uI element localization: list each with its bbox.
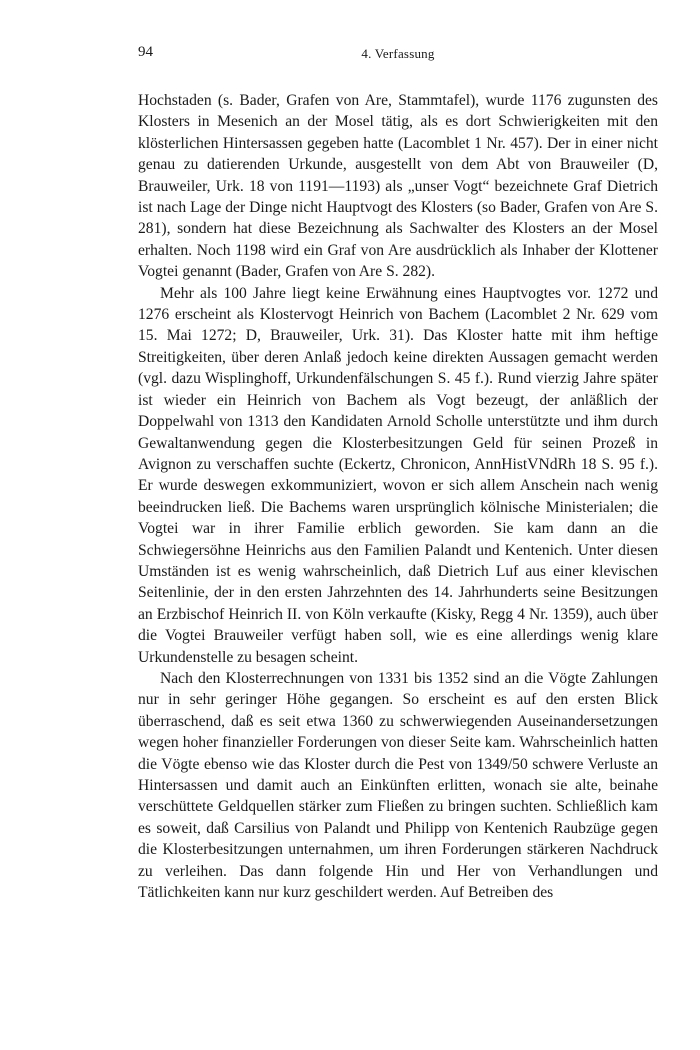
paragraph-1: Hochstaden (s. Bader, Grafen von Are, Stammtafel), wurde 1176 zugunsten des Klosters in Mesenich an der Mosel tätig, als es dort Schwierigkeiten mit den klösterlichen Hintersassen gegeben hatte (Lacomblet 1 Nr. 457). Der in einer nicht genau zu datierenden Urkunde, ausgestellt von dem Abt von Brauweiler (D, Brauweiler, Urk. 18 von 1191—1193) als „unser Vogt“ bezeichnete Graf Dietrich ist nach Lage der Dinge nicht Hauptvogt des Klosters (so Bader, Grafen von Are S. 281), sondern hat diese Bezeichnung als Sachwalter des Klosters an der Mosel erhalten. Noch 1198 wird ein Graf von Are ausdrücklich als Inhaber der Klottener Vogtei genannt (Bader, Grafen von Are S. 282). [138, 92, 658, 281]
running-head: 4. Verfassung [361, 46, 435, 61]
paragraph-3: Nach den Klosterrechnungen von 1331 bis 1352 sind an die Vögte Zahlungen nur in sehr geringer Höhe gegangen. So erscheint es auf den ersten Blick überraschend, daß es seit etwa 1360 zu schwerwiegenden Auseinandersetzungen wegen hoher finanzieller Forderungen von dieser Seite kam. Wahrscheinlich hatten die Vögte ebenso wie das Kloster durch die Pest von 1349/50 schwere Verluste an Hintersassen und damit auch an Einkünften erlitten, wonach sie alte, beinahe verschüttete Geldquellen stärker zum Fließen zu bringen suchten. Schließlich kam es soweit, daß Carsilius von Palandt und Philipp von Kentenich Raubzüge gegen die Klosterbesitzungen unternahmen, um ihren Forderungen stärkeren Nachdruck zu verleihen. Das dann folgende Hin und Her von Verhandlungen und Tätlichkeiten kann nur kurz geschildert werden. Auf Betreiben des [138, 669, 658, 902]
paragraph-2: Mehr als 100 Jahre liegt keine Erwähnung eines Hauptvogtes vor. 1272 und 1276 erscheint als Klostervogt Heinrich von Bachem (Lacomblet 2 Nr. 629 vom 15. Mai 1272; D, Brauweiler, Urk. 31). Das Kloster hatte mit ihm heftige Streitigkeiten, über deren Anlaß jedoch keine direkten Aussagen gemacht werden (vgl. dazu Wisplinghoff, Urkundenfälschungen S. 45 f.). Rund vierzig Jahre später ist wieder ein Heinrich von Bachem als Vogt bezeugt, der anläßlich der Doppelwahl von 1313 den Kandidaten Arnold Scholle unterstützte und ihm durch Gewaltanwendung gegen die Klosterbesitzungen Geld für seinen Prozeß in Avignon zu verschaffen suchte (Eckertz, Chronicon, AnnHistVNdRh 18 S. 95 f.). Er wurde deswegen exkommuniziert, wovon er sich allem Anschein nach wenig beeindrucken ließ. Die Bachems waren ursprünglich kölnische Ministerialen; die Vogtei war in ihrer Familie erblich geworden. Sie kam dann an die Schwiegersöhne Heinrichs aus den Familien Palandt und Kentenich. Unter diesen Umständen ist es wenig wahrscheinlich, daß Dietrich Luf aus einer klevischen Seitenlinie, der in den ersten Jahrzehnten des 14. Jahrhunderts seine Besitzungen an Erzbischof Heinrich II. von Köln verkaufte (Kisky, Regg 4 Nr. 1359), auch über die Vogtei Brauweiler verfügt haben soll, wie es eine allerdings wenig klare Urkundenstelle zu besagen scheint. [138, 284, 658, 666]
page-header [138, 44, 658, 68]
body-text [138, 90, 658, 903]
book-page [138, 44, 658, 903]
page-number: 94 [138, 44, 153, 60]
